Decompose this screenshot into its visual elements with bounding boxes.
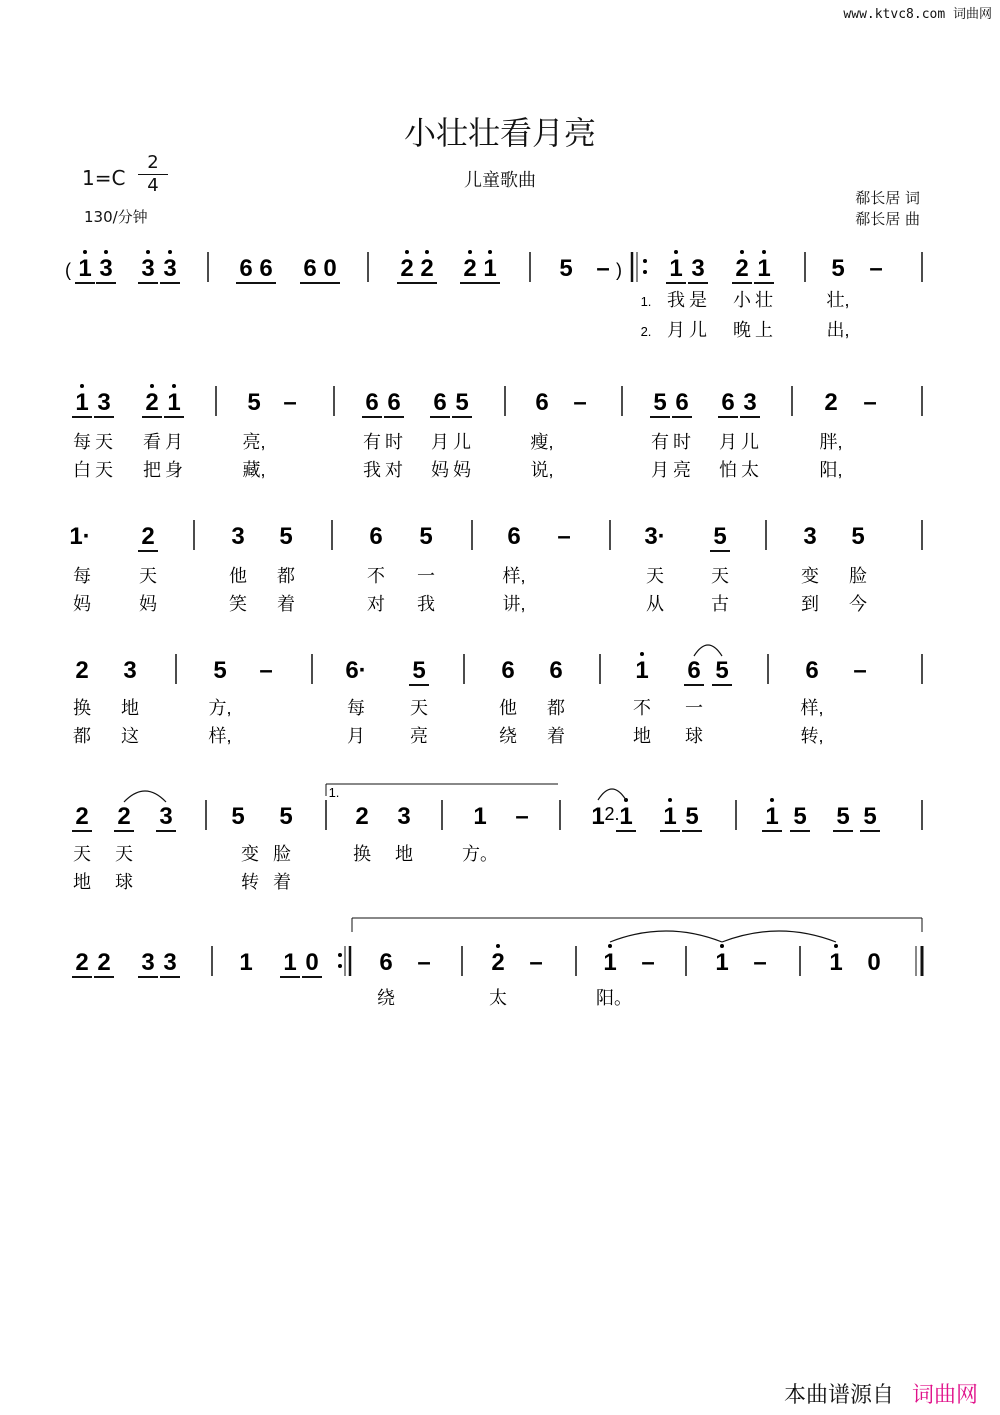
lyric-verse1: 有 <box>363 432 381 452</box>
verse-number: 2. <box>640 324 652 339</box>
lyric-verse1: 儿 <box>741 432 759 452</box>
note: 1 <box>663 803 677 830</box>
slur <box>694 645 722 656</box>
lyric-verse2: 今 <box>849 594 867 614</box>
note: 5 <box>653 389 667 416</box>
note: 2 <box>420 255 434 282</box>
lyric-verse2: 月 <box>651 460 669 480</box>
verse-number: 1. <box>640 294 652 309</box>
note: 3 <box>743 389 757 416</box>
note: 5 <box>213 657 227 684</box>
octave-dot-high <box>740 250 744 254</box>
lyric-verse2: 着 <box>277 594 295 614</box>
volta-number: 1. <box>328 785 340 800</box>
lyric-verse1: 样, <box>502 566 526 586</box>
lyric-verse1: 脸 <box>849 566 867 586</box>
paren-close: ) <box>616 260 622 280</box>
note: – <box>417 949 431 976</box>
slur <box>610 931 722 942</box>
lyric-verse1: 胖, <box>819 432 843 452</box>
note: 5 <box>831 255 845 282</box>
note: 6 <box>721 389 735 416</box>
note: 1 <box>765 803 779 830</box>
lyric-verse1: 时 <box>385 432 403 452</box>
lyric-verse1: 他 <box>499 698 517 718</box>
note: 1 <box>167 389 181 416</box>
note: 6 <box>805 657 819 684</box>
note: 6 <box>549 657 563 684</box>
note: 2 <box>141 523 155 550</box>
note: 6 <box>387 389 401 416</box>
note: 2 <box>75 803 89 830</box>
note: 5 <box>419 523 433 550</box>
tempo-marking: 130/分钟 <box>84 208 148 226</box>
dotted-note: 3· <box>644 523 666 550</box>
lyric-verse2: 天 <box>95 460 113 480</box>
note: 0 <box>323 255 337 282</box>
note: 6 <box>507 523 521 550</box>
octave-dot-high <box>668 798 672 802</box>
lyric-verse2: 样, <box>208 726 232 746</box>
lyric-verse1: 变 <box>241 844 259 864</box>
note: 6 <box>675 389 689 416</box>
lyric-verse1: 换 <box>73 698 91 718</box>
lyric-verse2: 把 <box>143 460 161 480</box>
octave-dot-high <box>762 250 766 254</box>
lyric-verse1: 换 <box>353 844 371 864</box>
repeat-dot <box>643 259 647 263</box>
note: 1 <box>591 803 605 830</box>
lyric-verse1: 时 <box>673 432 691 452</box>
lyric-verse1: 一 <box>417 566 435 586</box>
note: 5 <box>713 523 727 550</box>
lyric-verse1: 月 <box>431 432 449 452</box>
lyric-verse1: 天 <box>95 432 113 452</box>
lyric-verse2: 妈 <box>453 460 471 480</box>
note: 6 <box>501 657 515 684</box>
lyric-verse2: 我 <box>417 594 435 614</box>
lyric-verse2: 球 <box>115 872 133 892</box>
dotted-note: 6· <box>345 657 367 684</box>
lyric-verse2: 到 <box>801 594 819 614</box>
note: 5 <box>559 255 573 282</box>
lyric-verse1: 月 <box>165 432 183 452</box>
lyric-verse1: 是 <box>689 290 707 310</box>
note: 5 <box>793 803 807 830</box>
note: 2 <box>824 389 838 416</box>
note: 5 <box>279 523 293 550</box>
lyricist-credit: 郗长居 词 <box>855 189 920 207</box>
note: 1 <box>829 949 843 976</box>
note: 2 <box>97 949 111 976</box>
note: 3 <box>163 255 177 282</box>
lyric-verse2: 亮 <box>410 726 428 746</box>
lyric-verse1: 太 <box>489 988 507 1008</box>
lyric-verse2: 绕 <box>499 726 517 746</box>
note: 1 <box>669 255 683 282</box>
lyric-verse2: 我 <box>363 460 381 480</box>
note: 6 <box>687 657 701 684</box>
lyric-verse2: 地 <box>73 872 91 892</box>
note: 2 <box>491 949 505 976</box>
lyric-verse2: 妈 <box>139 594 157 614</box>
note: – <box>557 523 571 550</box>
note: 3 <box>141 949 155 976</box>
octave-dot-high <box>172 384 176 388</box>
lyric-verse2: 古 <box>711 594 729 614</box>
note: – <box>529 949 543 976</box>
octave-dot-high <box>150 384 154 388</box>
note: 2 <box>463 255 477 282</box>
lyric-verse2: 月 <box>347 726 365 746</box>
lyric-verse1: 不 <box>367 566 385 586</box>
note: 3 <box>97 389 111 416</box>
lyric-verse1: 变 <box>801 566 819 586</box>
key-signature: 1=C <box>82 166 126 190</box>
note: – <box>869 255 883 282</box>
note: 1 <box>603 949 617 976</box>
note: 5 <box>836 803 850 830</box>
lyric-verse1: 天 <box>410 698 428 718</box>
lyric-verse2: 地 <box>633 726 651 746</box>
lyric-verse1: 都 <box>277 566 295 586</box>
lyric-verse2: 藏, <box>242 460 266 480</box>
note: 1 <box>483 255 497 282</box>
song-subtitle: 儿童歌曲 <box>464 170 536 191</box>
octave-dot-high <box>405 250 409 254</box>
note: – <box>283 389 297 416</box>
note: 2 <box>145 389 159 416</box>
note: 5 <box>685 803 699 830</box>
note: 3 <box>691 255 705 282</box>
note: 1 <box>239 949 253 976</box>
lyric-verse1: 脸 <box>273 844 291 864</box>
song-title: 小壮壮看月亮 <box>403 114 596 152</box>
note: 2 <box>355 803 369 830</box>
lyric-verse1: 看 <box>143 432 161 452</box>
note: 6 <box>379 949 393 976</box>
lyric-verse2: 对 <box>385 460 403 480</box>
lyric-verse1: 都 <box>547 698 565 718</box>
octave-dot-high <box>640 652 644 656</box>
note: 1 <box>78 255 92 282</box>
repeat-dot <box>643 270 647 274</box>
octave-dot-high <box>674 250 678 254</box>
lyric-verse2: 转, <box>800 726 824 746</box>
lyric-verse1: 天 <box>711 566 729 586</box>
octave-dot-high <box>488 250 492 254</box>
note: – <box>641 949 655 976</box>
lyric-verse1: 天 <box>73 844 91 864</box>
octave-dot-high <box>425 250 429 254</box>
lyric-verse1: 每 <box>347 698 365 718</box>
note: 2 <box>75 657 89 684</box>
lyric-verse1: 绕 <box>377 988 395 1008</box>
lyric-verse2: 怕 <box>719 460 737 480</box>
lyric-verse2: 着 <box>547 726 565 746</box>
composer-credit: 郗长居 曲 <box>855 210 920 228</box>
lyric-verse2: 身 <box>165 460 183 480</box>
source-footer <box>784 1378 978 1409</box>
octave-dot-high <box>146 250 150 254</box>
note: 0 <box>305 949 319 976</box>
note: 3 <box>159 803 173 830</box>
octave-dot-high <box>104 250 108 254</box>
octave-dot-high <box>770 798 774 802</box>
lyric-verse2: 从 <box>646 594 664 614</box>
octave-dot-high <box>468 250 472 254</box>
note: – <box>863 389 877 416</box>
octave-dot-high <box>83 250 87 254</box>
octave-dot-high <box>834 944 838 948</box>
note: 5 <box>715 657 729 684</box>
lyric-verse1: 我 <box>667 290 685 310</box>
lyric-verse2: 笑 <box>229 594 247 614</box>
lyric-verse1: 他 <box>229 566 247 586</box>
note: 5 <box>863 803 877 830</box>
octave-dot-high <box>720 944 724 948</box>
repeat-dot <box>338 964 342 968</box>
note: 2 <box>400 255 414 282</box>
lyric-verse1: 样, <box>800 698 824 718</box>
octave-dot-high <box>168 250 172 254</box>
lyric-verse2: 儿 <box>689 320 707 340</box>
lyric-verse2: 晚 <box>733 320 751 340</box>
lyric-verse1: 有 <box>651 432 669 452</box>
note: 1 <box>635 657 649 684</box>
note: 5 <box>412 657 426 684</box>
time-signature-bottom: 4 <box>147 175 159 196</box>
lyric-verse1: 月 <box>719 432 737 452</box>
note: – <box>573 389 587 416</box>
note: 5 <box>455 389 469 416</box>
note: 3 <box>803 523 817 550</box>
note: 1 <box>75 389 89 416</box>
lyric-verse2: 这 <box>121 726 139 746</box>
note: 3 <box>123 657 137 684</box>
lyric-verse2: 都 <box>73 726 91 746</box>
paren-open: 2. <box>604 804 620 824</box>
lyric-verse1: 天 <box>646 566 664 586</box>
lyric-verse2: 上 <box>755 320 773 340</box>
lyric-verse2: 太 <box>741 460 759 480</box>
note: 1 <box>473 803 487 830</box>
note: 5 <box>851 523 865 550</box>
note: 1 <box>757 255 771 282</box>
lyric-verse2: 转 <box>241 872 259 892</box>
lyric-verse1: 地 <box>395 844 413 864</box>
note: 3 <box>231 523 245 550</box>
note: – <box>259 657 273 684</box>
slur <box>124 791 166 802</box>
lyric-verse1: 壮 <box>755 290 773 310</box>
source-label: 本曲谱源自 <box>783 1383 894 1408</box>
site-header: www.ktvc8.com 词曲网 <box>843 7 992 22</box>
lyric-verse1: 不 <box>633 698 651 718</box>
note: 5 <box>231 803 245 830</box>
octave-dot-high <box>608 944 612 948</box>
lyric-verse2: 妈 <box>431 460 449 480</box>
lyric-verse2: 球 <box>685 726 703 746</box>
lyric-verse1: 每 <box>73 432 91 452</box>
octave-dot-high <box>496 944 500 948</box>
lyric-verse2: 月 <box>667 320 685 340</box>
note: – <box>596 255 610 282</box>
note: – <box>515 803 529 830</box>
lyric-verse1: 阳。 <box>596 988 632 1008</box>
lyric-verse1: 天 <box>139 566 157 586</box>
note: 6 <box>369 523 383 550</box>
note: 2 <box>75 949 89 976</box>
note: 6 <box>433 389 447 416</box>
lyric-verse1: 壮, <box>826 290 850 310</box>
note: 1 <box>283 949 297 976</box>
dotted-note: 1· <box>69 523 91 550</box>
site-logo-text: 词曲网 <box>911 1383 978 1408</box>
lyric-verse2: 妈 <box>73 594 91 614</box>
note: – <box>753 949 767 976</box>
note: 6 <box>303 255 317 282</box>
lyric-verse1: 方, <box>208 698 232 718</box>
lyric-verse2: 说, <box>530 460 554 480</box>
note: – <box>853 657 867 684</box>
lyric-verse2: 白 <box>73 460 91 480</box>
note: 6 <box>259 255 273 282</box>
repeat-dot <box>338 953 342 957</box>
octave-dot-high <box>80 384 84 388</box>
lyric-verse1: 地 <box>121 698 139 718</box>
note: 2 <box>735 255 749 282</box>
lyric-verse1: 天 <box>115 844 133 864</box>
note: 3 <box>397 803 411 830</box>
note: 5 <box>279 803 293 830</box>
slur <box>722 931 836 942</box>
lyric-verse1: 方。 <box>462 844 498 864</box>
time-signature-top: 2 <box>147 152 159 173</box>
note: 5 <box>247 389 261 416</box>
lyric-verse2: 讲, <box>502 594 526 614</box>
lyric-verse2: 着 <box>273 872 291 892</box>
lyric-verse2: 亮 <box>673 460 691 480</box>
lyric-verse2: 出, <box>826 320 850 340</box>
note: 1 <box>619 803 633 830</box>
paren-open: ( <box>65 260 71 280</box>
note: 6 <box>239 255 253 282</box>
slur <box>598 789 626 800</box>
note: 0 <box>867 949 881 976</box>
lyric-verse2: 阳, <box>819 460 843 480</box>
lyric-verse1: 小 <box>733 290 751 310</box>
lyric-verse2: 对 <box>367 594 385 614</box>
lyric-verse1: 亮, <box>242 432 266 452</box>
note: 3 <box>163 949 177 976</box>
note: 6 <box>535 389 549 416</box>
note: 3 <box>141 255 155 282</box>
note: 6 <box>365 389 379 416</box>
lyric-verse1: 每 <box>73 566 91 586</box>
lyric-verse1: 一 <box>685 698 703 718</box>
note: 1 <box>715 949 729 976</box>
lyric-verse1: 儿 <box>453 432 471 452</box>
lyric-verse1: 瘦, <box>530 432 554 452</box>
note: 3 <box>99 255 113 282</box>
note: 2 <box>117 803 131 830</box>
